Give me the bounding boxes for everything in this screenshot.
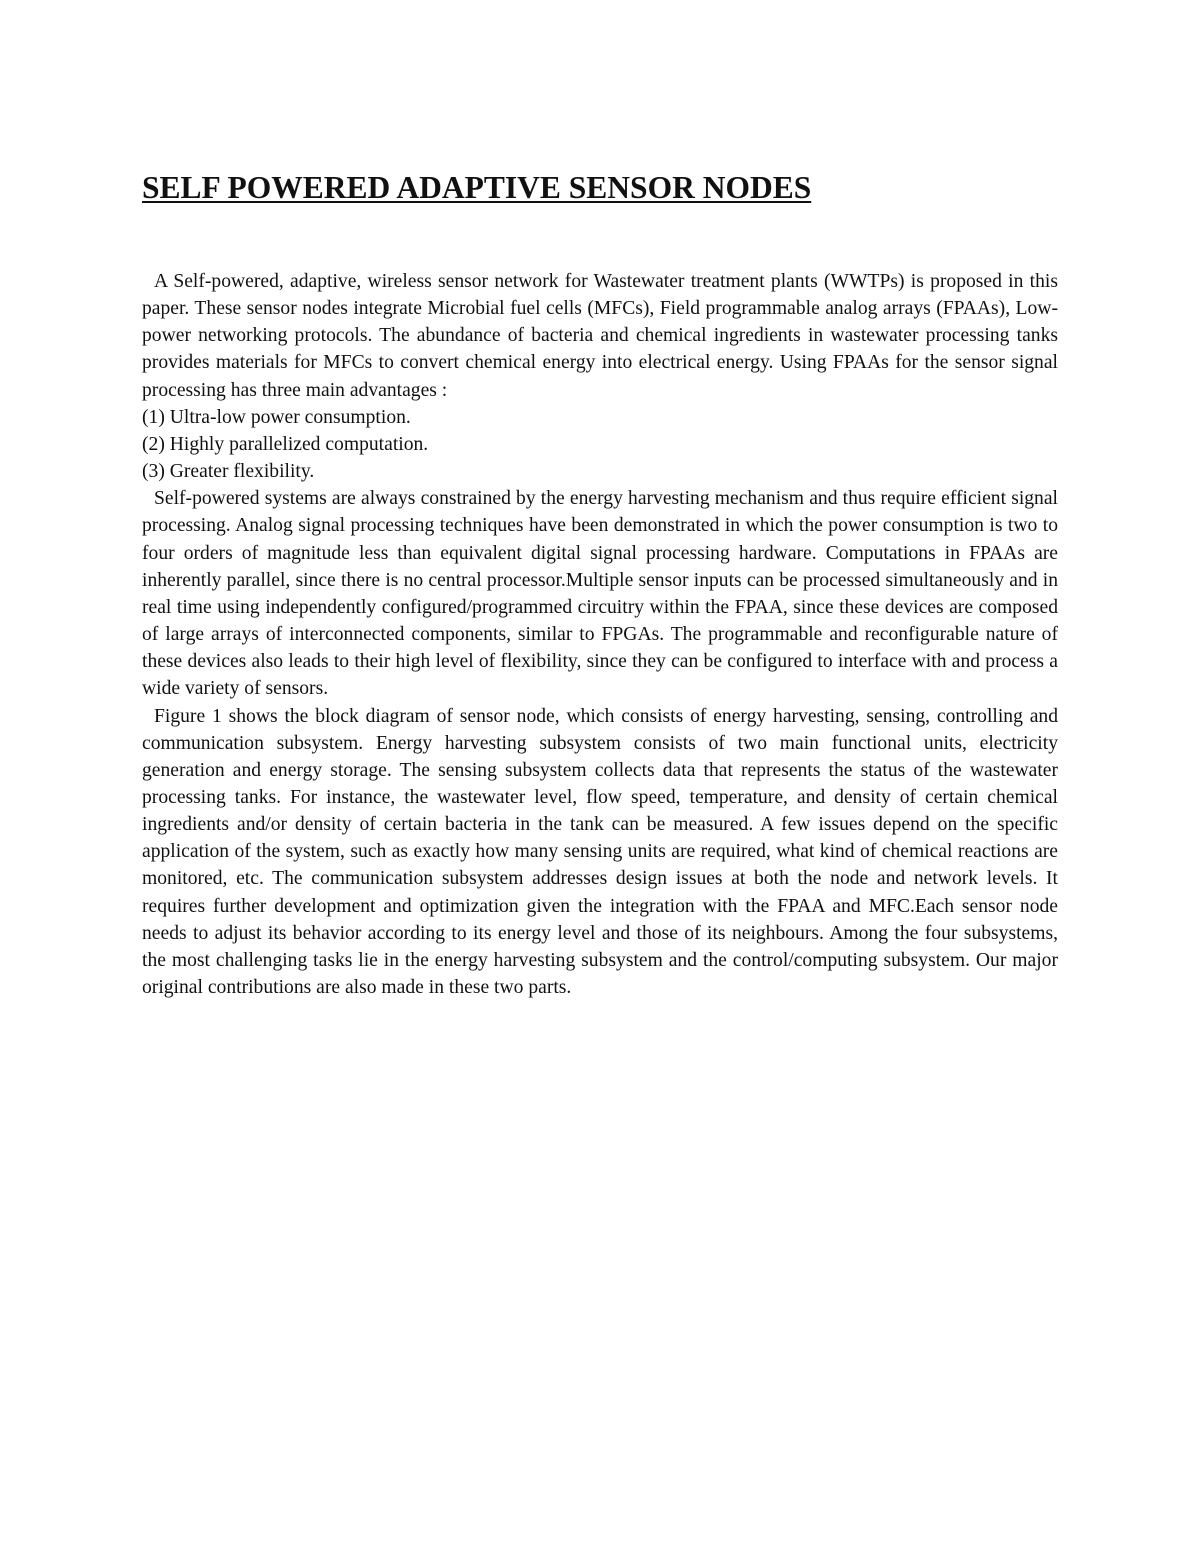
advantages-list [142,404,1058,485]
document-body [142,268,1058,1001]
list-item: (1) Ultra-low power consumption. [142,406,411,428]
intro-paragraph: A Self-powered, adaptive, wireless sensor network for Wastewater treatment plants (WWTPs) is proposed in this paper. These sensor nodes integrate Microbial fuel cells (MFCs), Field programmable analog arrays (FPAAs), Low-power networking protocols. The abundance of bacteria and chemical ingredients in wastewater processing tanks provides materials for MFCs to convert chemical energy into electrical energy. Using FPAAs for the sensor signal processing has three main advantages : [142,271,1058,401]
body-paragraph-block-diagram: Figure 1 shows the block diagram of sensor node, which consists of energy harvesting, sensing, controlling and communication subsystem. Energy harvesting subsystem consists of two main functional units, electricity generation and energy storage. The sensing subsystem collects data that represents the status of the wastewater processing tanks. For instance, the wastewater level, flow speed, temperature, and density of certain chemical ingredients and/or density of certain bacteria in the tank can be measured. A few issues depend on the specific application of the system, such as exactly how many sensing units are required, what kind of chemical reactions are monitored, etc. The communication subsystem addresses design issues at both the node and network levels. It requires further development and optimization given the integration with the FPAA and MFC.Each sensor node needs to adjust its behavior according to its energy level and those of its neighbours. Among the four subsystems, the most challenging tasks lie in the energy harvesting subsystem and the control/computing subsystem. Our major original contributions are also made in these two parts. [142,705,1058,999]
document-page [142,170,1058,1001]
list-item: (3) Greater flexibility. [142,461,315,483]
list-item: (2) Highly parallelized computation. [142,433,429,455]
document-title: SELF POWERED ADAPTIVE SENSOR NODES [142,170,812,205]
body-paragraph-self-powered-systems: Self-powered systems are always constrained by the energy harvesting mechanism and thus require efficient signal processing. Analog signal processing techniques have been demonstrated in which the power consumption is two to four orders of magnitude less than equivalent digital signal processing hardware. Computations in FPAAs are inherently parallel, since there is no central processor.Multiple sensor inputs can be processed simultaneously and in real time using independently configured/programmed circuitry within the FPAA, since these devices are composed of large arrays of interconnected components, similar to FPGAs. The programmable and reconfigurable nature of these devices also leads to their high level of flexibility, since they can be configured to interface with and process a wide variety of sensors. [142,488,1058,700]
